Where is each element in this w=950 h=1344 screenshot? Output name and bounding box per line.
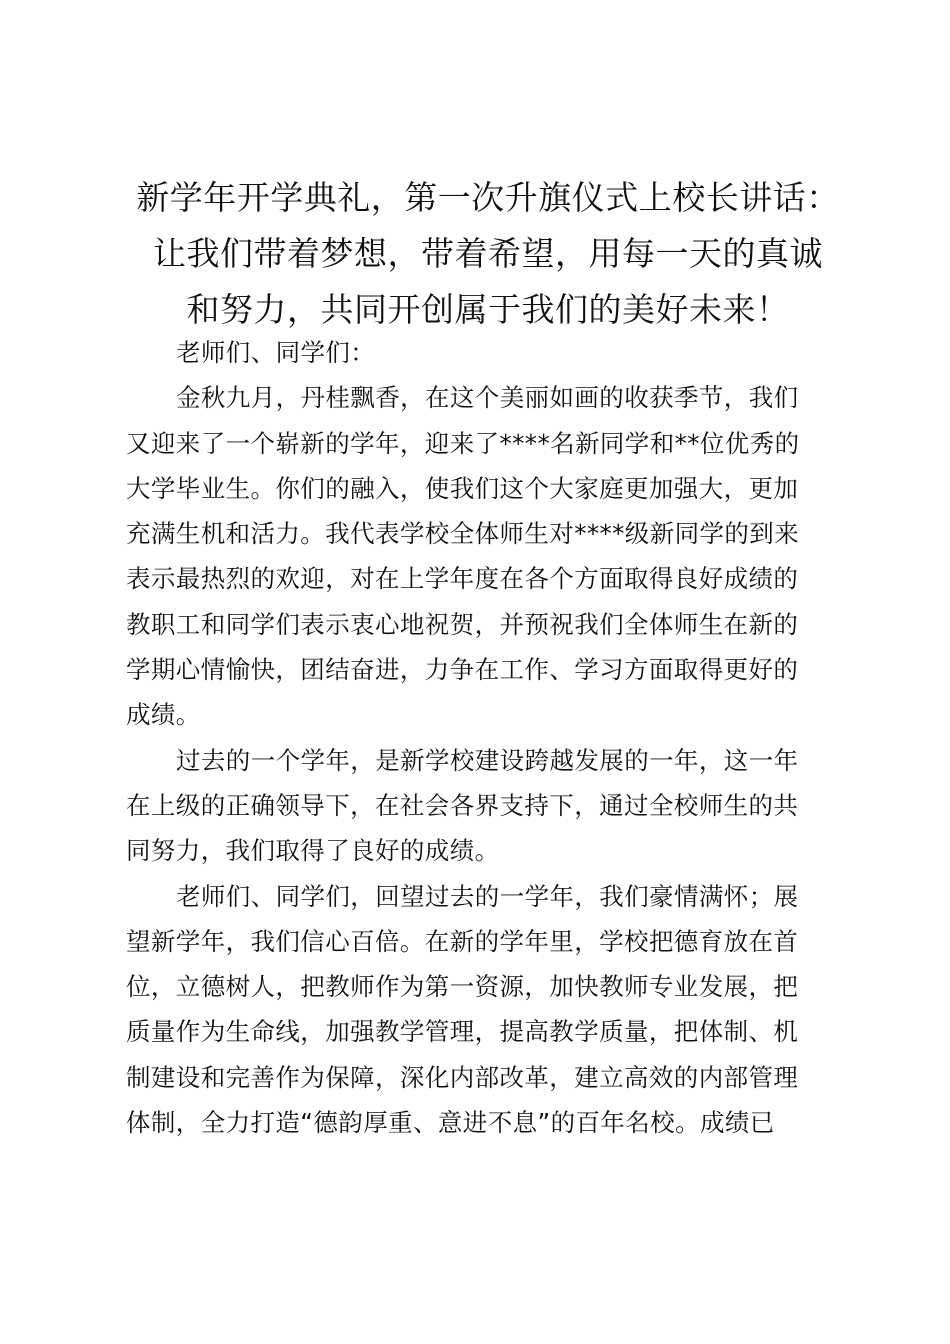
paragraph-line: 过去的一个学年，是新学校建设跨越发展的一年，这一年: [176, 745, 799, 775]
paragraph-line: 成绩。: [126, 700, 201, 730]
paragraph-line: 老师们、同学们，回望过去的一学年，我们豪情满怀；展: [176, 881, 799, 911]
paragraph-line: 充满生机和活力。我代表学校全体师生对****级新同学的到来: [126, 519, 800, 549]
paragraph-line: 学期心情愉快，团结奋进，力争在工作、学习方面取得更好的: [126, 655, 799, 685]
paragraph-line: 表示最热烈的欢迎，对在上学年度在各个方面取得良好成绩的: [126, 564, 799, 594]
paragraph-line: 教职工和同学们表示衷心地祝贺，并预祝我们全体师生在新的: [126, 609, 799, 639]
document-title: [118, 170, 858, 338]
paragraph-line: 在上级的正确领导下，在社会各界支持下，通过全校师生的共: [126, 790, 799, 820]
title-line: 让我们带着梦想，带着希望，用每一天的真诚: [153, 234, 823, 273]
paragraph-line: 大学毕业生。你们的融入，使我们这个大家庭更加强大，更加: [126, 473, 799, 503]
paragraph-line: 金秋九月，丹桂飘香，在这个美丽如画的收获季节，我们: [176, 383, 799, 413]
title-line: 和努力，共同开创属于我们的美好未来！: [186, 290, 790, 329]
paragraph-line: 体制，全力打造“德韵厚重、意进不息”的百年名校。成绩已: [126, 1108, 775, 1138]
document-body: [126, 330, 836, 1145]
paragraph-line: 制建设和完善作为保障，深化内部改革，建立高效的内部管理: [126, 1062, 799, 1092]
paragraph-line: 质量作为生命线，加强教学管理，提高教学质量，把体制、机: [126, 1017, 799, 1047]
paragraph-line: 同努力，我们取得了良好的成绩。: [126, 836, 500, 866]
paragraph-line: 望新学年，我们信心百倍。在新的学年里，学校把德育放在首: [126, 926, 799, 956]
paragraph-line: 位，立德树人，把教师作为第一资源，加快教师专业发展，把: [126, 972, 799, 1002]
paragraph-line: 又迎来了一个崭新的学年，迎来了****名新同学和**位优秀的: [126, 428, 800, 458]
title-line: 新学年开学典礼，第一次升旗仪式上校长讲话：: [136, 178, 840, 217]
salutation: 老师们、同学们：: [176, 338, 376, 367]
